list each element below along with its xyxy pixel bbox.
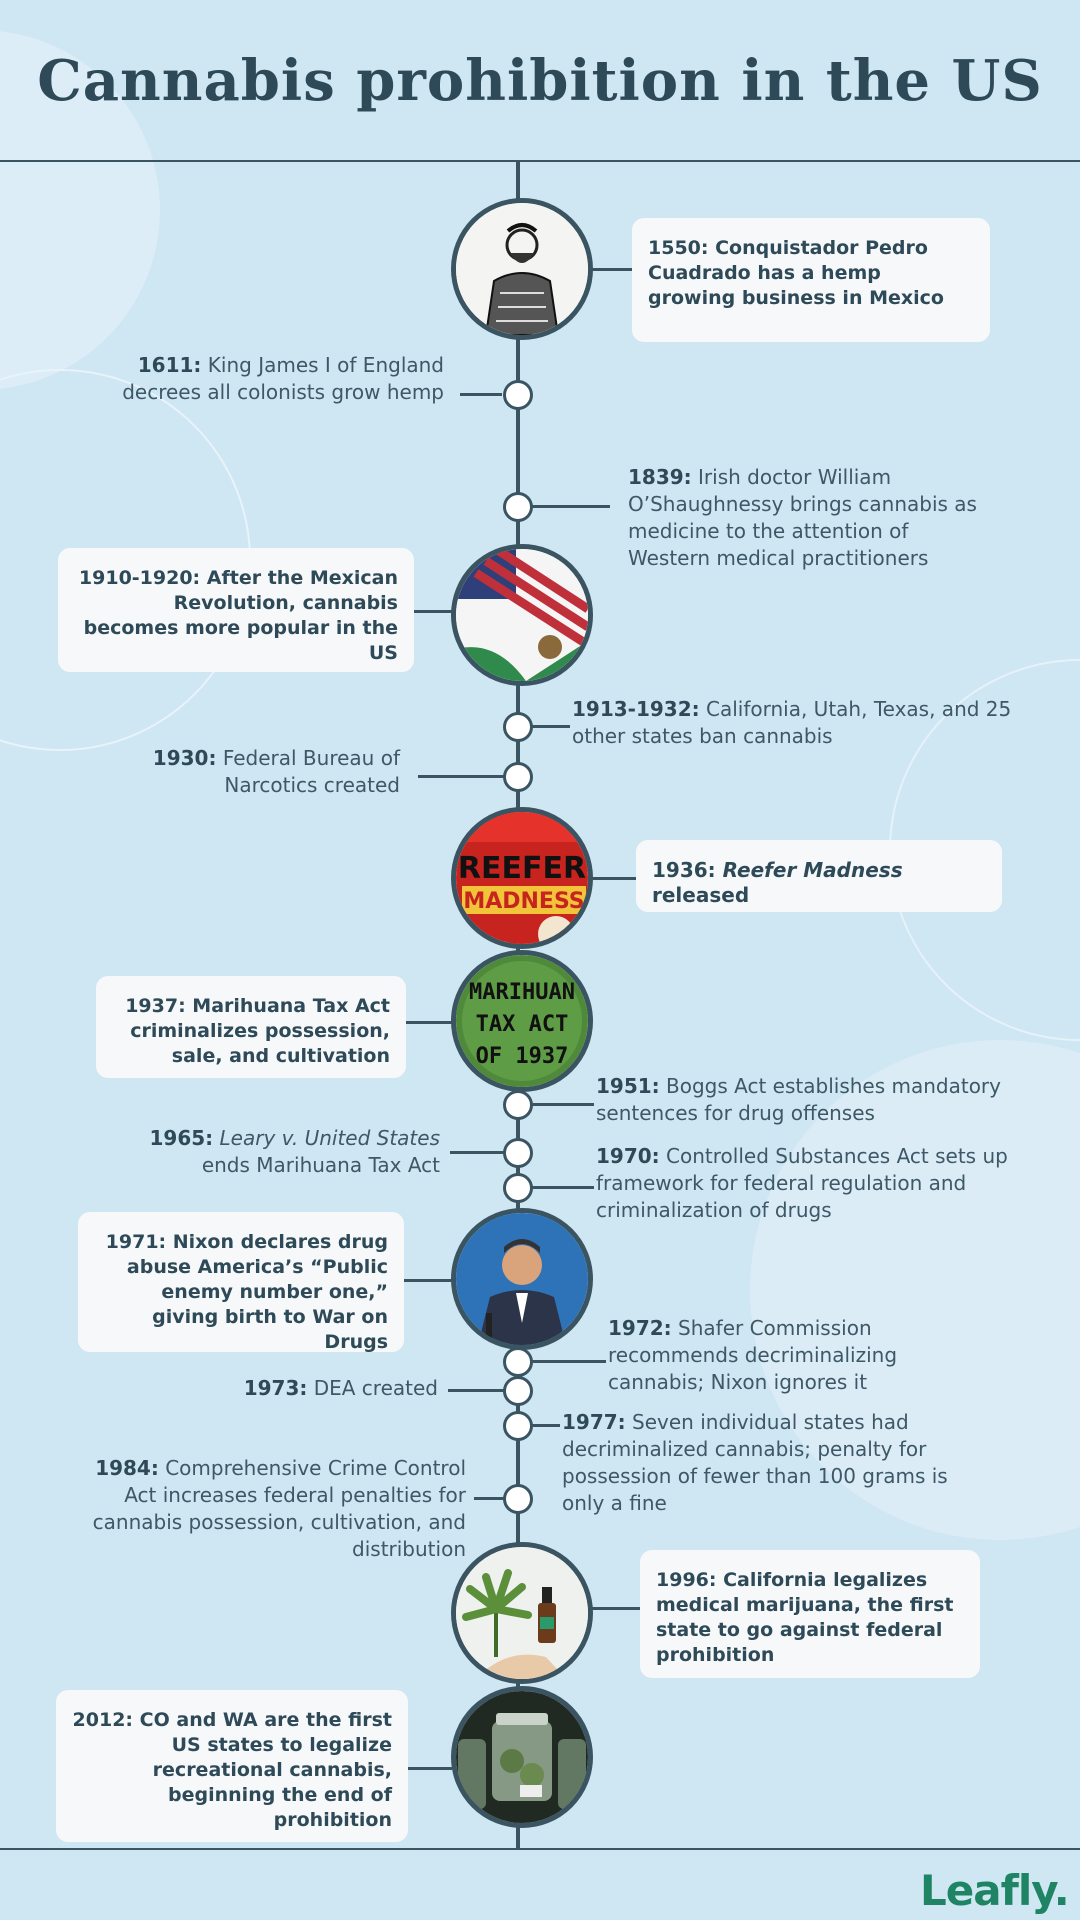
connector-1977 — [530, 1424, 560, 1427]
event-note-1977: 1977: Seven individual states had decriminalized cannabis; penalty for possession of fewer than 100 grams is only a fine — [562, 1410, 948, 1515]
timeline-dot-1977 — [503, 1411, 533, 1441]
us-mexico-flags-image — [451, 544, 593, 686]
timeline-dot-1973 — [503, 1376, 533, 1406]
cannabis-plant-and-tincture-image — [451, 1542, 593, 1684]
timeline-dot-1972 — [503, 1347, 533, 1377]
connector-1951 — [530, 1103, 594, 1106]
timeline-dot-1839 — [503, 492, 533, 522]
connector-1936 — [586, 877, 636, 880]
conquistador-portrait-image — [451, 198, 593, 340]
connector-1972 — [530, 1360, 606, 1363]
event-note-1984: 1984: Comprehensive Crime Control Act increases federal penalties for cannabis possession, cultivation, and distribution — [92, 1456, 466, 1561]
timeline-dot-1913 — [503, 712, 533, 742]
svg-text:OF 1937: OF 1937 — [475, 1044, 569, 1069]
connector-1910 — [414, 610, 452, 613]
timeline-dot-1930 — [503, 762, 533, 792]
event-note-1965: 1965: Leary v. United States ends Marihuana Tax Act — [149, 1126, 440, 1177]
event-card-1937: 1937: Marihuana Tax Act criminalizes possession, sale, and cultivation — [96, 976, 406, 1078]
event-card-1910: 1910-1920: After the Mexican Revolution, cannabis becomes more popular in the US — [58, 548, 414, 672]
event-note-1972: 1972: Shafer Commission recommends decriminalizing cannabis; Nixon ignores it — [608, 1316, 898, 1394]
event-note-1913: 1913-1932: California, Utah, Texas, and 25 other states ban cannabis — [572, 697, 1012, 748]
connector-1839 — [530, 505, 610, 508]
event-card-1996: 1996: California legalizes medical marijuana, the first state to go against federal prohibition — [640, 1550, 980, 1678]
event-note-1951: 1951: Boggs Act establishes mandatory sentences for drug offenses — [596, 1074, 1001, 1125]
bottom-divider — [0, 1848, 1080, 1850]
marihuana-tax-act-image — [451, 950, 593, 1092]
reefer-madness-poster-image — [451, 807, 593, 949]
event-note-1973: 1973: DEA created — [243, 1376, 438, 1400]
connector-1970 — [530, 1186, 594, 1189]
event-card-1971: 1971: Nixon declares drug abuse America’s “Public enemy number one,” giving birth to War on Drugs — [78, 1212, 404, 1352]
nixon-speaking-image — [451, 1208, 593, 1350]
connector-1996 — [586, 1607, 640, 1610]
connector-1984 — [474, 1497, 504, 1500]
connector-1930 — [418, 775, 504, 778]
event-note-1970: 1970: Controlled Substances Act sets up framework for federal regulation and criminalization of drugs — [596, 1144, 1008, 1222]
connector-1971 — [404, 1279, 452, 1282]
svg-text:MADNESS: MADNESS — [463, 889, 585, 914]
page-title: Cannabis prohibition in the US — [37, 48, 1043, 114]
connector-2012 — [408, 1767, 452, 1770]
svg-text:MARIHUAN: MARIHUAN — [469, 980, 575, 1005]
top-divider — [0, 160, 1080, 162]
timeline-dot-1611 — [503, 380, 533, 410]
event-note-1611: 1611: King James I of England decrees all colonists grow hemp — [122, 353, 444, 404]
connector-1611 — [460, 393, 502, 396]
svg-text:REEFER: REEFER — [457, 851, 587, 886]
event-card-2012: 2012: CO and WA are the first US states to legalize recreational cannabis, beginning the end of prohibition — [56, 1690, 408, 1842]
event-card-1936: 1936: Reefer Madness released — [636, 840, 1002, 912]
timeline-dot-1965 — [503, 1138, 533, 1168]
svg-text:TAX ACT: TAX ACT — [475, 1012, 569, 1037]
event-card-1550: 1550: Conquistador Pedro Cuadrado has a hemp growing business in Mexico — [632, 218, 990, 342]
event-note-1930: 1930: Federal Bureau of Narcotics created — [152, 746, 400, 797]
leafly-logo: Leafly. — [920, 1866, 1069, 1915]
connector-1913 — [530, 725, 570, 728]
cannabis-jars-image — [451, 1686, 593, 1828]
connector-1937 — [404, 1021, 452, 1024]
connector-1965 — [450, 1151, 504, 1154]
timeline-dot-1970 — [503, 1173, 533, 1203]
event-note-1839: 1839: Irish doctor William O’Shaughnessy brings cannabis as medicine to the attention of Western medical practitioners — [628, 465, 977, 570]
timeline-dot-1951 — [503, 1090, 533, 1120]
timeline-dot-1984 — [503, 1484, 533, 1514]
connector-1973 — [448, 1389, 504, 1392]
